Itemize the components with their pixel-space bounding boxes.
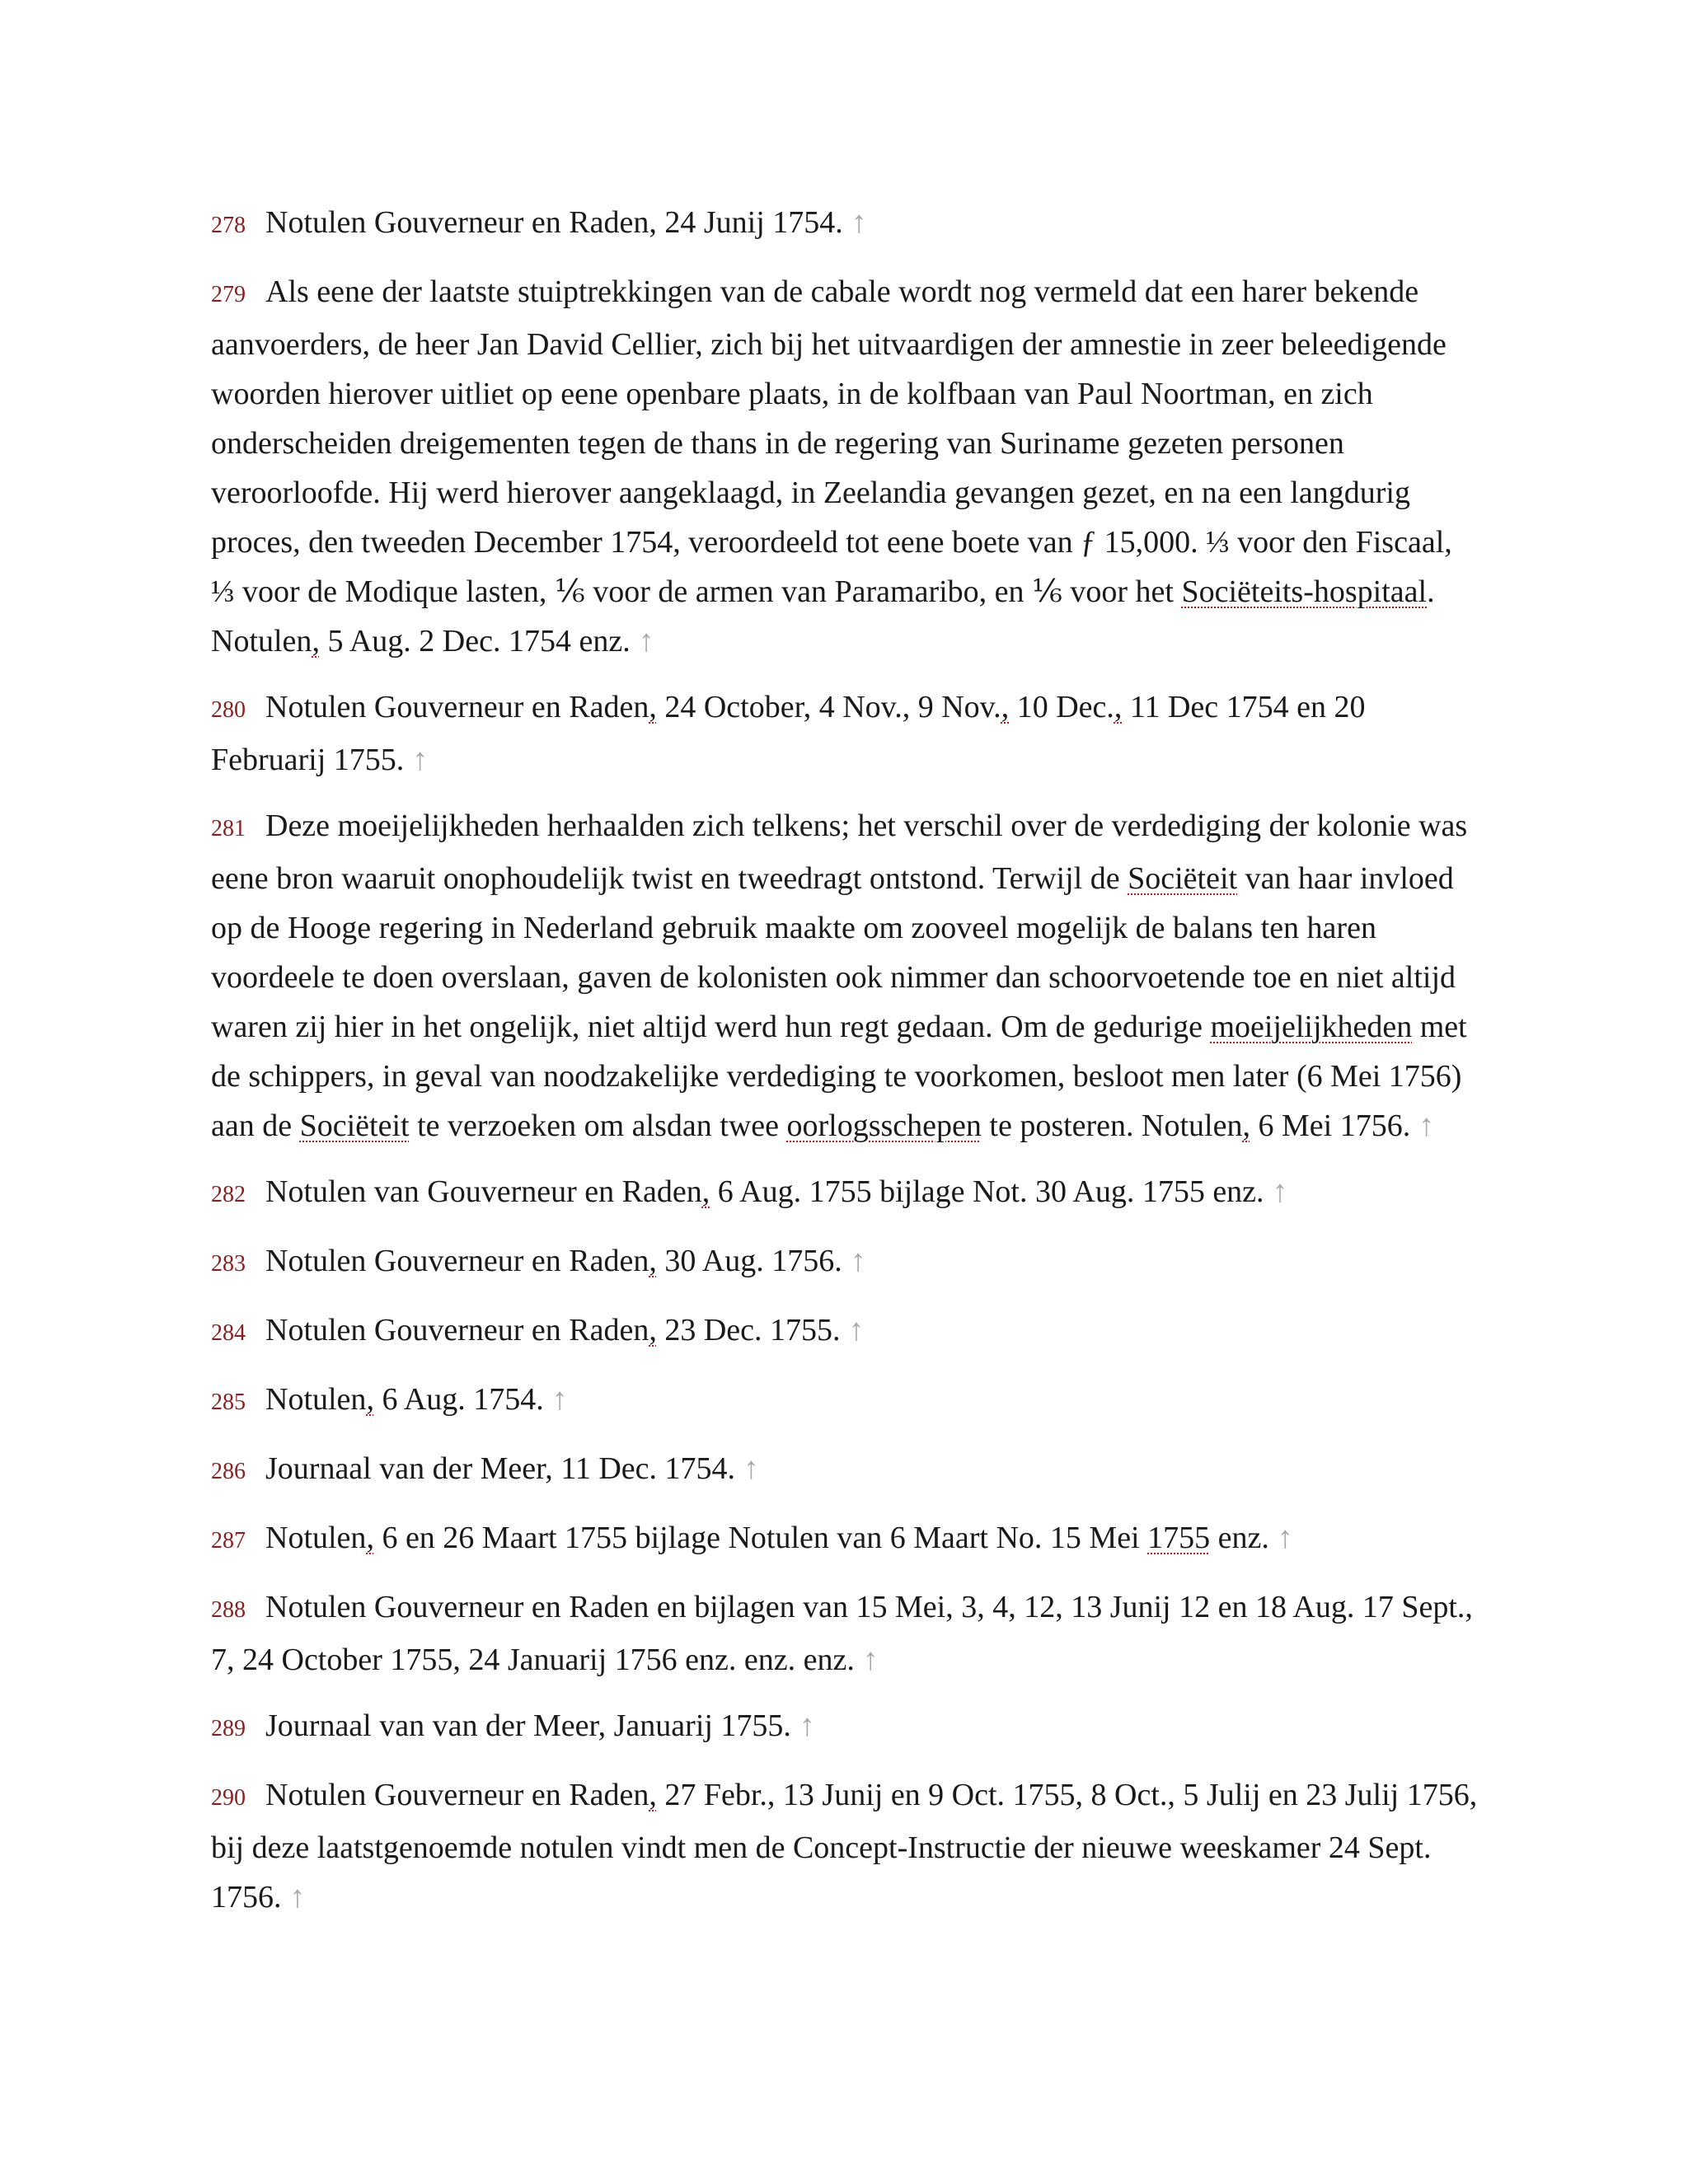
footnote-text: 6 Mei 1756. bbox=[1250, 1108, 1411, 1143]
footnote-text: Notulen Gouverneur en Raden en bijlagen van 15 Mei, 3, 4, 12, 13 Junij 12 en 18 Aug. 17 Sept., 7, 24 October 1755, 24 Januarij 1756 enz. enz. enz. bbox=[211, 1590, 1473, 1677]
footnote-278 bbox=[211, 198, 1480, 251]
back-arrow-icon[interactable]: ↑ bbox=[1272, 1174, 1288, 1209]
footnotes-page bbox=[211, 198, 1480, 1938]
footnote-290 bbox=[211, 1770, 1480, 1922]
footnote-286 bbox=[211, 1444, 1480, 1497]
footnote-text: Journaal van van der Meer, Januarij 1755. bbox=[265, 1708, 791, 1743]
footnote-number: 284 bbox=[211, 1320, 246, 1346]
flagged-word: , bbox=[649, 1244, 657, 1278]
footnote-text: Notulen van Gouverneur en Raden bbox=[265, 1174, 702, 1209]
footnote-number: 285 bbox=[211, 1390, 246, 1415]
footnote-number: 280 bbox=[211, 697, 246, 723]
flagged-word: , bbox=[649, 690, 657, 724]
footnote-text: Notulen Gouverneur en Raden, 24 Junij 1754. bbox=[265, 205, 843, 240]
footnote-284 bbox=[211, 1305, 1480, 1358]
back-arrow-icon[interactable]: ↑ bbox=[289, 1880, 306, 1915]
footnote-number: 281 bbox=[211, 816, 246, 841]
flagged-word: , bbox=[312, 624, 320, 658]
footnote-number: 289 bbox=[211, 1716, 246, 1741]
back-arrow-icon[interactable]: ↑ bbox=[743, 1451, 760, 1486]
back-arrow-icon[interactable]: ↑ bbox=[1277, 1521, 1293, 1555]
footnote-text: Notulen bbox=[265, 1521, 367, 1555]
footnote-text: enz. bbox=[1210, 1521, 1269, 1555]
footnote-281 bbox=[211, 801, 1480, 1151]
footnote-number: 283 bbox=[211, 1251, 246, 1277]
footnote-287 bbox=[211, 1513, 1480, 1566]
footnote-number: 290 bbox=[211, 1785, 246, 1811]
flagged-word: , bbox=[1114, 690, 1123, 724]
flagged-word: , bbox=[649, 1313, 657, 1347]
footnote-279 bbox=[211, 267, 1480, 666]
flagged-word: oorlogsschepen bbox=[786, 1108, 982, 1143]
flagged-word: , bbox=[366, 1382, 374, 1417]
footnote-text: 10 Dec. bbox=[1009, 690, 1114, 724]
footnote-text: te verzoeken om alsdan twee bbox=[409, 1108, 787, 1143]
back-arrow-icon[interactable]: ↑ bbox=[799, 1708, 815, 1743]
flagged-word: , bbox=[649, 1778, 657, 1812]
flagged-word: Sociëteit bbox=[299, 1108, 410, 1143]
back-arrow-icon[interactable]: ↑ bbox=[638, 624, 654, 658]
flagged-word: , bbox=[1001, 690, 1010, 724]
footnote-289 bbox=[211, 1701, 1480, 1754]
footnote-text: Notulen Gouverneur en Raden bbox=[265, 690, 649, 724]
footnote-text: 27 Febr., 13 Junij en 9 Oct. 1755, 8 Oct., 5 Julij en 23 Julij 1756, bij deze laatstgenoemde notulen vindt men de Concept-Instructie der nieuwe weeskamer 24 Sept. 1756. bbox=[211, 1778, 1478, 1915]
flagged-word: 1755 bbox=[1147, 1521, 1211, 1555]
back-arrow-icon[interactable]: ↑ bbox=[848, 1313, 865, 1347]
back-arrow-icon[interactable]: ↑ bbox=[1418, 1108, 1435, 1143]
footnote-text: 30 Aug. 1756. bbox=[656, 1244, 842, 1278]
back-arrow-icon[interactable]: ↑ bbox=[850, 1244, 866, 1278]
back-arrow-icon[interactable]: ↑ bbox=[551, 1382, 568, 1417]
footnote-text: te posteren. Notulen bbox=[981, 1108, 1243, 1143]
flagged-word: , bbox=[1242, 1108, 1250, 1143]
footnote-text: Notulen Gouverneur en Raden bbox=[265, 1244, 649, 1278]
footnote-text: 23 Dec. 1755. bbox=[656, 1313, 841, 1347]
footnote-text: Notulen bbox=[265, 1382, 367, 1417]
footnote-text: Als eene der laatste stuiptrekkingen van de cabale wordt nog vermeld dat een harer bekende aanvoerders, de heer Jan David Cellier, zich bij het uitvaardigen der amnestie in zeer beleedigende woorden hierover uitliet op eene openbare plaats, in de kolfbaan van Paul Noortman, en zich onderscheiden dreigementen tegen de thans in de regering van Suriname gezeten personen veroorloofde. Hij werd hierover aangeklaagd, in Zeelandia gevangen gezet, en na een langdurig proces, den tweeden December 1754, veroordeeld tot eene boete van ƒ 15,000. ⅓ voor den Fiscaal, ⅓ voor de Modique lasten, ⅙ voor de armen van Paramaribo, en ⅙ voor het bbox=[211, 274, 1452, 609]
footnote-text: 6 Aug. 1754. bbox=[373, 1382, 544, 1417]
footnote-text: van haar invloed op de Hooge regering in Nederland gebruik maakte om zooveel mogelijk de balans ten haren voordeele te doen overslaan, gaven de kolonisten ook nimmer dan schoorvoetende toe en niet altijd waren zij hier in het ongelijk, niet altijd werd hun regt gedaan. Om de gedurige bbox=[211, 861, 1456, 1044]
footnote-text: Notulen Gouverneur en Raden bbox=[265, 1313, 649, 1347]
back-arrow-icon[interactable]: ↑ bbox=[412, 743, 429, 777]
footnote-number: 278 bbox=[211, 213, 246, 238]
footnote-283 bbox=[211, 1236, 1480, 1289]
flagged-word: moeijelijkheden bbox=[1210, 1010, 1413, 1044]
footnote-number: 279 bbox=[211, 282, 246, 307]
flagged-word: , bbox=[366, 1521, 374, 1555]
footnote-number: 282 bbox=[211, 1182, 246, 1207]
footnote-282 bbox=[211, 1167, 1480, 1220]
footnote-text: met de schippers, in geval van noodzakelijke verdediging te voorkomen, besloot men later (6 Mei 1756) aan de bbox=[211, 1010, 1467, 1143]
flagged-word: Sociëteit bbox=[1128, 861, 1238, 896]
back-arrow-icon[interactable]: ↑ bbox=[862, 1643, 879, 1677]
footnote-288 bbox=[211, 1582, 1480, 1685]
flagged-word: , bbox=[701, 1174, 710, 1209]
flagged-word: Sociëteits-hospitaal bbox=[1181, 574, 1428, 609]
footnote-text: Deze moeijelijkheden herhaalden zich telkens; het verschil over de verdediging der kolonie was eene bron waaruit onophoudelijk twist en tweedragt ontstond. Terwijl de bbox=[211, 808, 1468, 896]
footnote-text: Journaal van der Meer, 11 Dec. 1754. bbox=[265, 1451, 736, 1486]
footnote-number: 286 bbox=[211, 1459, 246, 1484]
footnote-number: 287 bbox=[211, 1528, 246, 1554]
footnote-number: 288 bbox=[211, 1597, 246, 1623]
footnote-list bbox=[211, 198, 1480, 1922]
footnote-text: 11 Dec 1754 en 20 Februarij 1755. bbox=[211, 690, 1366, 777]
footnote-280 bbox=[211, 682, 1480, 785]
footnote-text: 24 October, 4 Nov., 9 Nov. bbox=[656, 690, 1001, 724]
back-arrow-icon[interactable]: ↑ bbox=[851, 205, 867, 240]
footnote-text: Notulen Gouverneur en Raden bbox=[265, 1778, 649, 1812]
footnote-285 bbox=[211, 1375, 1480, 1427]
footnote-text: 5 Aug. 2 Dec. 1754 enz. bbox=[319, 624, 631, 658]
footnote-text: 6 en 26 Maart 1755 bijlage Notulen van 6 Maart No. 15 Mei bbox=[373, 1521, 1148, 1555]
footnote-text: . Notulen bbox=[211, 574, 1435, 658]
footnote-text: 6 Aug. 1755 bijlage Not. 30 Aug. 1755 enz. bbox=[710, 1174, 1264, 1209]
